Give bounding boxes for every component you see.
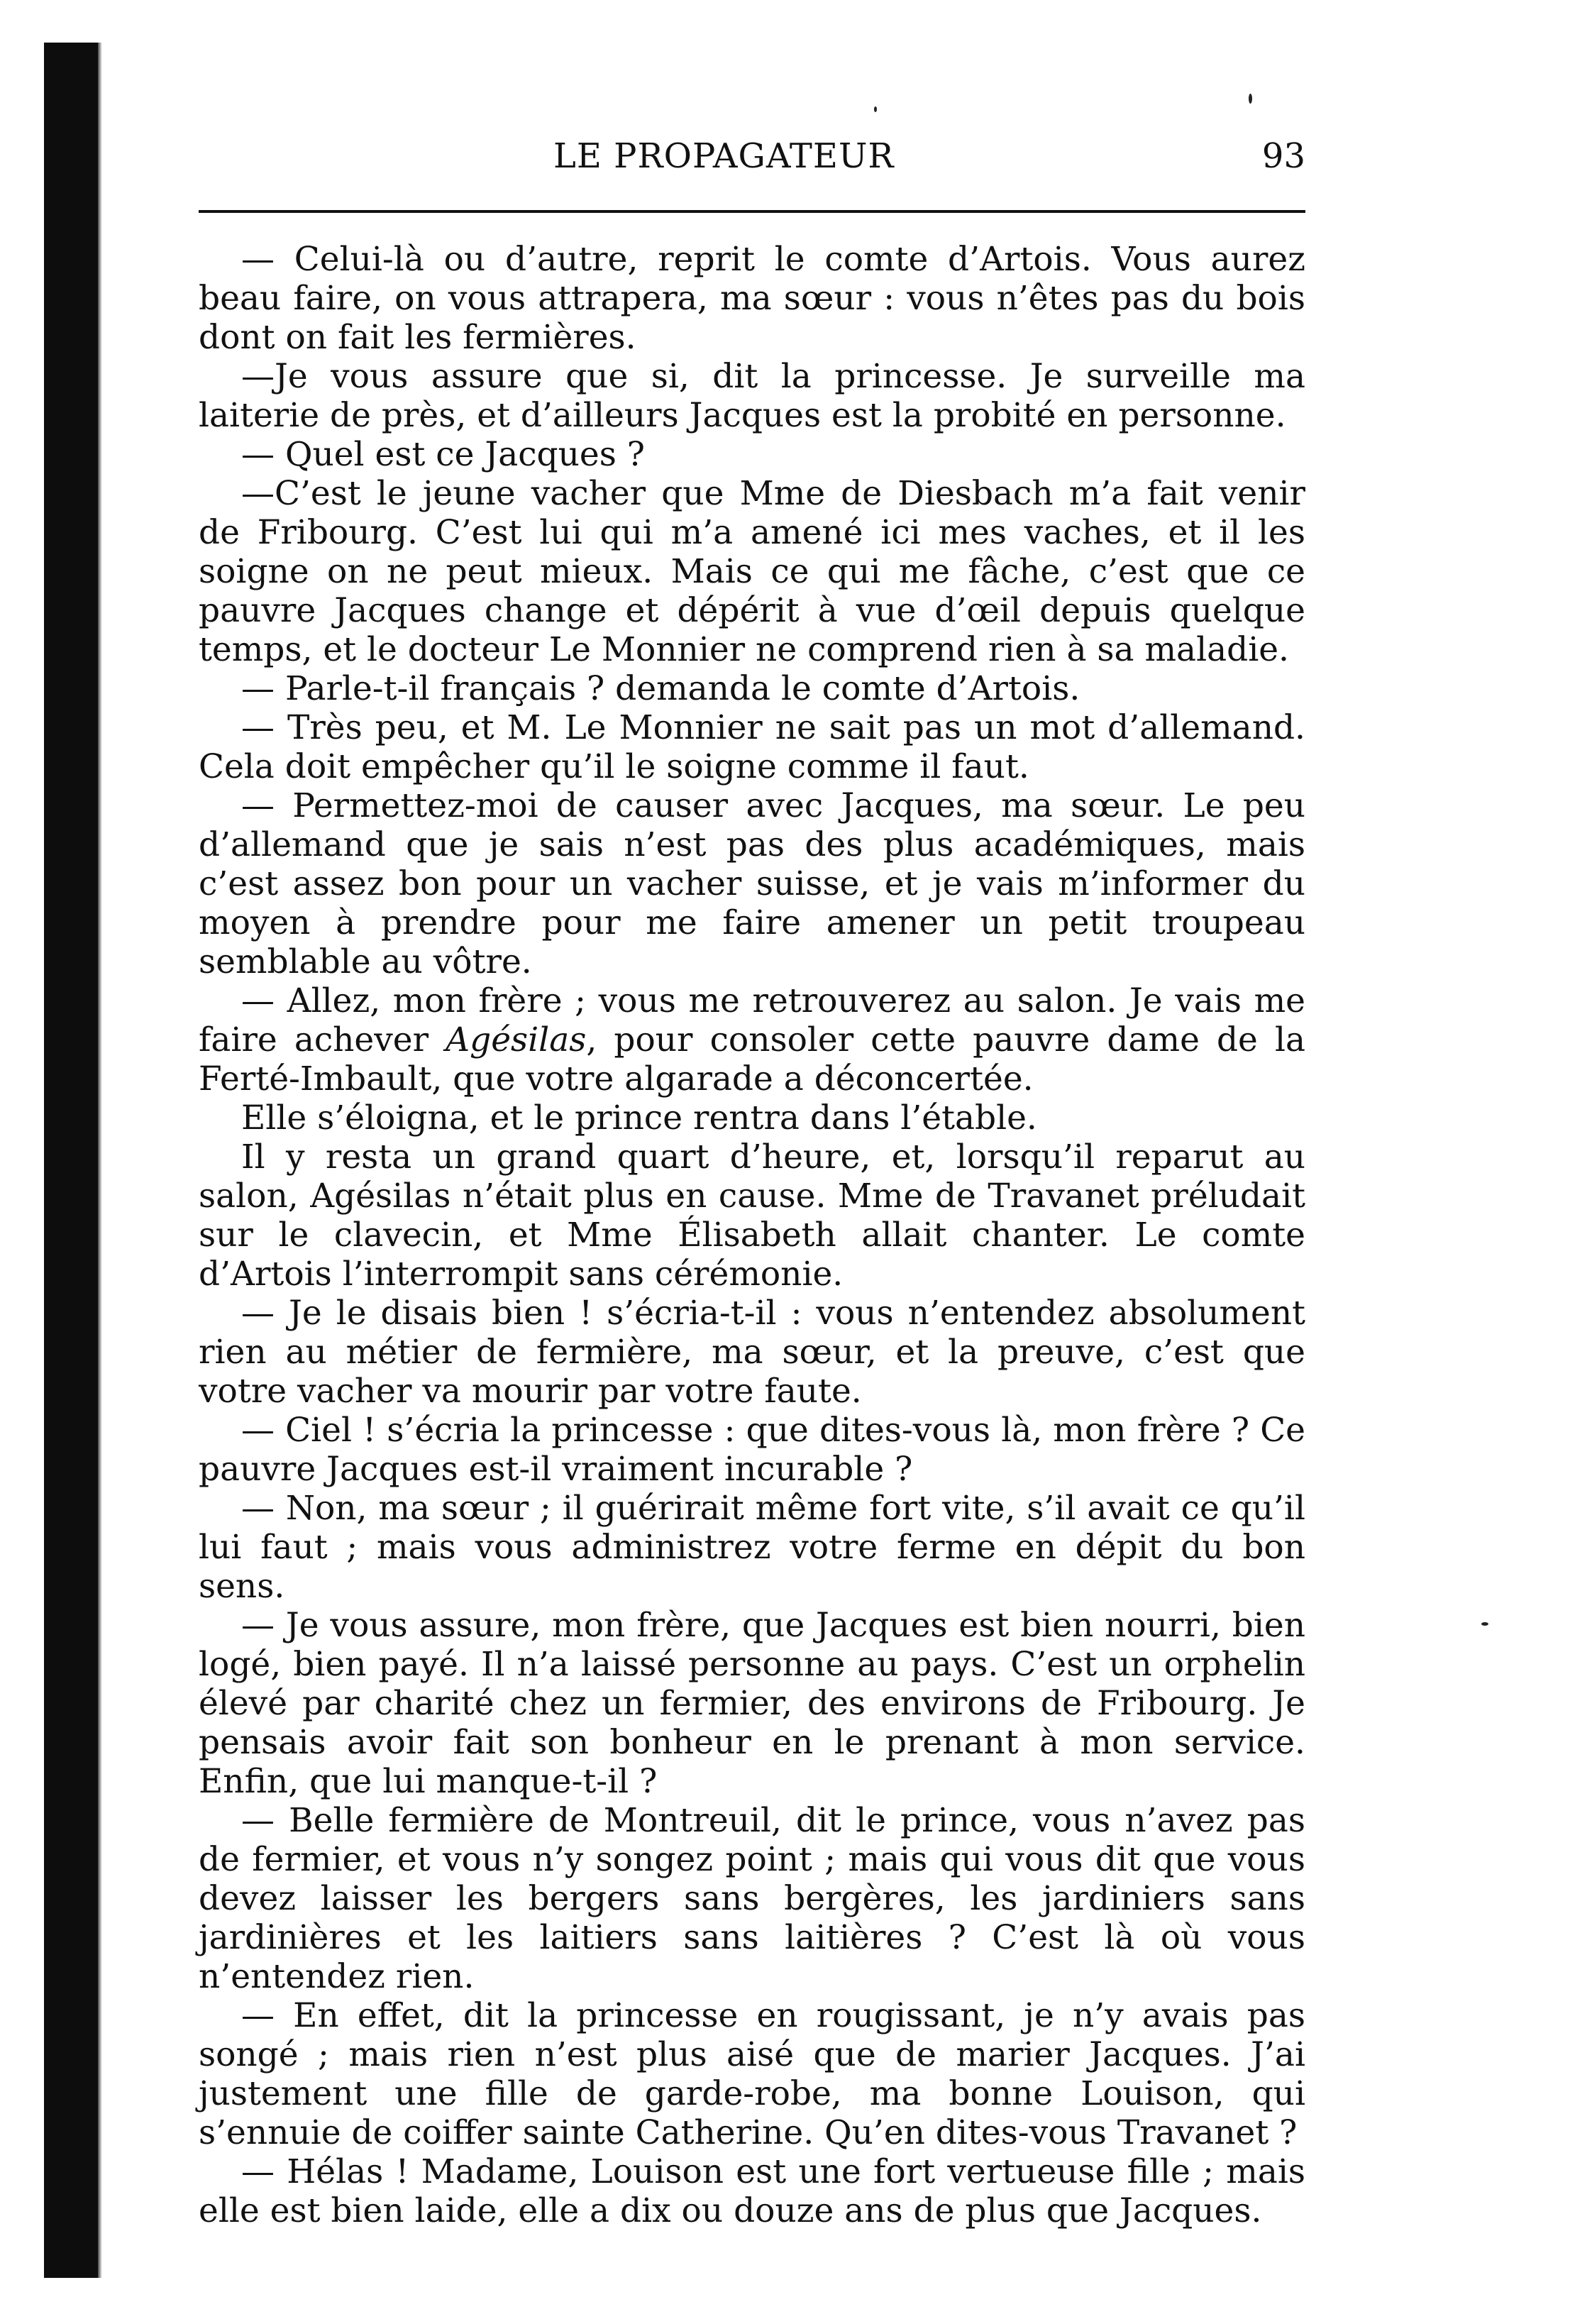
paragraph-text: — Allez, mon frère ; vous me retrouverez au salon. Je vais me faire achever [199,981,1305,1059]
page-number: 93 [1261,136,1305,176]
work-title: Agésilas [446,1020,587,1059]
paragraph: — Quel est ce Jacques ? [241,435,645,474]
paragraph: — Non, ma sœur ; il guérirait même fort vite, s’il avait ce qu’il lui faut ; mais vous administrez votre ferme en dépit du bon sens. [199,1489,1305,1606]
paragraph: Elle s’éloigna, et le prince rentra dans l’étable. [241,1098,1037,1138]
scan-speck [874,106,877,112]
paragraph: — Je le disais bien ! s’écria-t-il : vous n’entendez absolument rien au métier de fermière, ma sœur, et la preuve, c’est que votre vacher va mourir par votre faute. [199,1294,1305,1411]
page-header [199,128,1305,185]
paragraph: — Parle-t-il français ? demanda le comte d’Artois. [241,669,1080,708]
scan-speck [1249,94,1252,104]
paragraph: — Hélas ! Madame, Louison est une fort vertueuse fille ; mais elle est bien laide, elle a dix ou douze ans de plus que Jacques. [199,2152,1305,2230]
scan-speck [1481,1622,1488,1626]
header-rule [199,210,1305,213]
running-title: LE PROPAGATEUR [553,136,895,176]
paragraph: — Belle fermière de Montreuil, dit le prince, vous n’avez pas de fermier, et vous n’y songez point ; mais qui vous dit que vous devez laisser les bergers sans bergères, les jardiniers sans jardinières et les laitiers sans laitières ? C’est là où vous n’entendez rien. [199,1801,1305,1996]
paragraph: — Je vous assure, mon frère, que Jacques est bien nourri, bien logé, bien payé. Il n’a laissé personne au pays. C’est un orphelin élevé par charité chez un fermier, des environs de Fribourg. Je pensais avoir fait son bonheur en le prenant à mon service. Enfin, que lui manque-t-il ? [199,1606,1305,1801]
paragraph-with-title [199,981,1305,1098]
paragraph: — Permettez-moi de causer avec Jacques, ma sœur. Le peu d’allemand que je sais n’est pas des plus académiques, mais c’est assez bon pour un vacher suisse, et je vais m’informer du moyen à prendre pour me faire amener un petit troupeau semblable au vôtre. [199,786,1305,981]
paragraph: —C’est le jeune vacher que Mme de Diesbach m’a fait venir de Fribourg. C’est lui qui m’a amené ici mes vaches, et il les soigne on ne peut mieux. Mais ce qui me fâche, c’est que ce pauvre Jacques change et dépérit à vue d’œil depuis quelque temps, et le docteur Le Monnier ne comprend rien à sa maladie. [199,474,1305,669]
paragraph: Il y resta un grand quart d’heure, et, lorsqu’il reparut au salon, Agésilas n’était plus en cause. Mme de Travanet préludait sur le clavecin, et Mme Élisabeth allait chanter. Le comte d’Artois l’interrompit sans cérémonie. [199,1138,1305,1294]
paragraph: — Ciel ! s’écria la princesse : que dites-vous là, mon frère ? Ce pauvre Jacques est-il vraiment incurable ? [199,1411,1305,1489]
paragraph-text: , pour consoler cette pauvre dame de la Ferté-Imbault, que votre algarade a déconcertée. [199,1020,1306,1098]
paragraph: — En effet, dit la princesse en rougissant, je n’y avais pas songé ; mais rien n’est plus aisé que de marier Jacques. J’ai justement une fille de garde-robe, ma bonne Louison, qui s’ennuie de coiffer sainte Catherine. Qu’en dites-vous Travanet ? [199,1996,1305,2152]
paragraph: — Celui-là ou d’autre, reprit le comte d’Artois. Vous aurez beau faire, on vous attrapera, ma sœur : vous n’êtes pas du bois dont on fait les fermières. [199,240,1305,357]
paragraph: — Très peu, et M. Le Monnier ne sait pas un mot d’allemand. Cela doit empêcher qu’il le soigne comme il faut. [199,708,1305,786]
scan-binding-edge [44,43,98,2278]
page-body [199,240,1305,2230]
paragraph: —Je vous assure que si, dit la princesse. Je surveille ma laiterie de près, et d’ailleurs Jacques est la probité en personne. [199,357,1305,435]
